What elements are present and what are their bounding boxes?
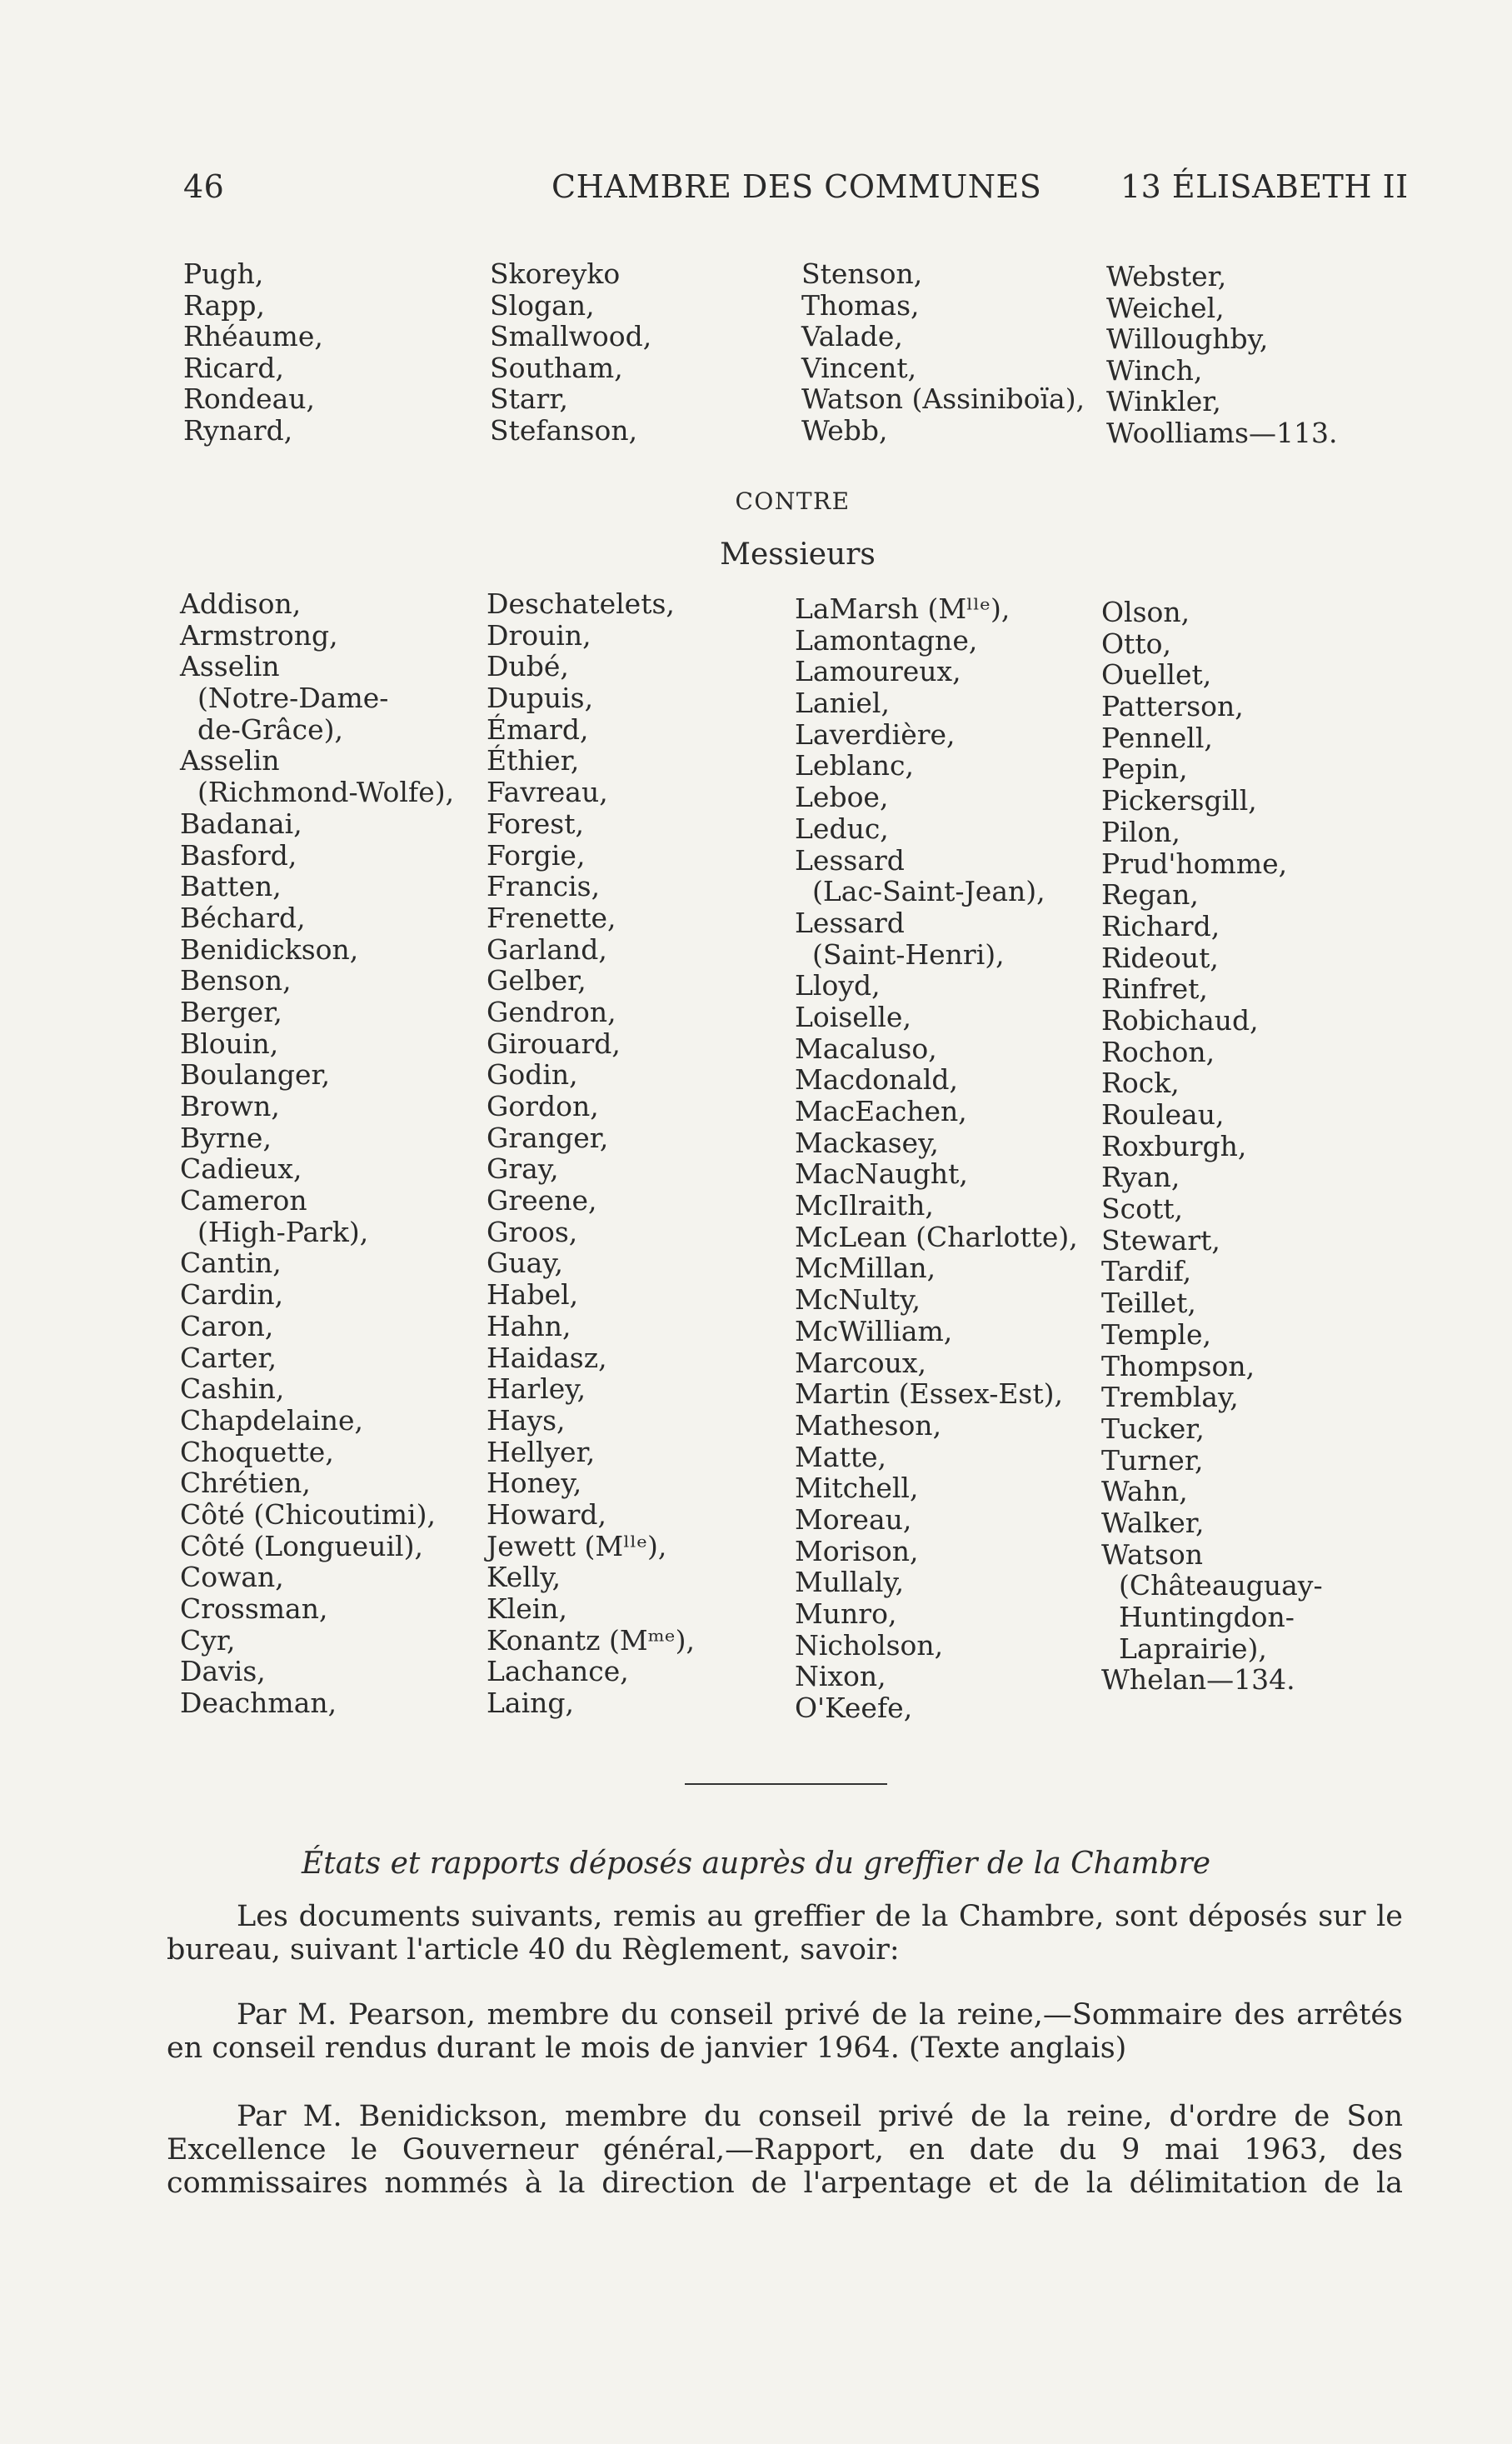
member-name: Deachman, [180, 1687, 337, 1720]
member-name: Vincent, [801, 351, 917, 384]
member-name: Temple, [1101, 1317, 1211, 1351]
member-name: Ouellet, [1101, 658, 1212, 692]
member-name: Davis, [180, 1655, 266, 1688]
section-title: États et rapports déposés auprès du greffier de la Chambre [301, 1847, 1211, 1881]
member-name: Thomas, [801, 288, 920, 322]
member-name: Marcoux, [795, 1346, 926, 1379]
member-name: (Châteauguay- [1101, 1569, 1323, 1602]
member-name: Moreau, [795, 1502, 912, 1536]
member-name: Émard, [487, 712, 589, 746]
member-name: Scott, [1101, 1192, 1183, 1226]
member-name: Mitchell, [795, 1472, 919, 1505]
member-name: Caron, [180, 1309, 274, 1342]
member-name: Mackasey, [795, 1126, 939, 1159]
member-name: Jewett (Mˡˡᵉ), [487, 1529, 667, 1562]
member-name: Lessard [795, 843, 905, 877]
member-name: Cardin, [180, 1278, 284, 1312]
member-name: Walker, [1101, 1506, 1205, 1539]
member-name: Rhéaume, [183, 320, 323, 352]
member-name: Pepin, [1101, 752, 1188, 786]
member-name: O'Keefe, [795, 1692, 913, 1725]
member-name: Cantin, [180, 1247, 282, 1280]
member-name: Wahn, [1101, 1475, 1188, 1508]
member-name: Brown, [180, 1090, 280, 1122]
member-name: (Lac-Saint-Jean), [795, 875, 1045, 908]
member-name: Favreau, [487, 776, 608, 809]
member-name: Lloyd, [795, 969, 881, 1002]
page-number: 46 [183, 168, 225, 205]
member-name: Hays, [487, 1403, 566, 1437]
member-name: Cashin, [180, 1372, 285, 1406]
member-name: Mullaly, [795, 1566, 905, 1599]
member-name: Olson, [1101, 596, 1190, 628]
member-name: Greene, [487, 1184, 597, 1217]
member-name: Carter, [180, 1341, 277, 1374]
member-name: Cadieux, [180, 1152, 302, 1186]
member-name: Howard, [487, 1497, 606, 1531]
member-name: Chrétien, [180, 1467, 311, 1500]
pour-column-2 [490, 258, 651, 446]
member-name: Cowan, [180, 1561, 284, 1594]
member-name: Cyr, [180, 1623, 236, 1657]
member-name: Lamontagne, [795, 623, 978, 657]
regnal-year: 13 ÉLISABETH II [1120, 168, 1409, 205]
member-name: Rouleau, [1101, 1098, 1225, 1131]
member-name: MacEachen, [795, 1095, 967, 1127]
member-name: Guay, [487, 1247, 564, 1280]
member-name: Webb, [801, 413, 888, 447]
pour-column-4 [1106, 261, 1337, 448]
member-name: Ricard, [183, 351, 284, 384]
member-name: Huntingdon- [1101, 1601, 1295, 1633]
member-name: Godin, [487, 1058, 578, 1092]
contre-heading: CONTRE [735, 487, 851, 515]
member-name: Deschatelets, [487, 587, 675, 620]
member-name: Pilon, [1101, 815, 1180, 848]
member-name: Southam, [490, 351, 623, 384]
member-name: Hellyer, [487, 1435, 596, 1468]
contre-column-1 [180, 588, 454, 1719]
member-name: (Saint-Henri), [795, 937, 1005, 971]
member-name: Gelber, [487, 964, 586, 997]
member-name: Basford, [180, 838, 297, 872]
member-name: McNulty, [795, 1283, 921, 1317]
member-name: Laverdière, [795, 717, 956, 751]
contre-column-4 [1101, 597, 1323, 1696]
member-name: Lessard [795, 906, 905, 939]
member-name: Kelly, [487, 1561, 561, 1594]
member-name: Gray, [487, 1152, 559, 1186]
member-name: Munro, [795, 1597, 897, 1630]
member-name: Rapp, [183, 288, 266, 322]
member-name: Rochon, [1101, 1035, 1215, 1068]
member-name: Granger, [487, 1121, 609, 1154]
member-name: Matheson, [795, 1408, 942, 1442]
member-name: McIlraith, [795, 1189, 934, 1222]
member-name: Boulanger, [180, 1058, 331, 1092]
member-name: Tardif, [1101, 1255, 1192, 1288]
member-name: Forgie, [487, 838, 586, 872]
member-name: Loiselle, [795, 1000, 911, 1033]
member-name: Teillet, [1101, 1287, 1196, 1320]
member-name: Whelan—134. [1101, 1663, 1295, 1697]
member-name: Turner, [1101, 1443, 1204, 1477]
member-name: Tucker, [1101, 1412, 1205, 1445]
member-name: Tremblay, [1101, 1381, 1239, 1414]
member-name: Rynard, [183, 413, 293, 447]
member-name: Robichaud, [1101, 1003, 1259, 1037]
member-name: McWilliam, [795, 1314, 953, 1347]
member-name: Laniel, [795, 687, 890, 720]
paragraph: Par M. Pearson, membre du conseil privé de la reine,—Sommaire des arrêtés en conseil rendus durant le mois de janvier 1964. (Texte anglais) [167, 1998, 1403, 2065]
member-name: Otto, [1101, 627, 1171, 660]
pour-column-3 [801, 258, 1085, 446]
member-name: Éthier, [487, 744, 580, 777]
member-name: Francis, [487, 870, 601, 903]
member-name: Thompson, [1101, 1349, 1255, 1382]
member-name: Harley, [487, 1372, 586, 1406]
member-name: Benson, [180, 964, 292, 997]
member-name: Pennell, [1101, 721, 1213, 754]
member-name: Addison, [180, 587, 302, 620]
member-name: Batten, [180, 870, 282, 903]
member-name: Girouard, [487, 1027, 621, 1060]
member-name: Pugh, [183, 257, 264, 290]
member-name: Habel, [487, 1278, 579, 1312]
member-name: Rinfret, [1101, 972, 1208, 1006]
member-name: Stenson, [801, 257, 923, 290]
member-name: Winkler, [1106, 385, 1221, 417]
member-name: Lamoureux, [795, 655, 961, 688]
member-name: Smallwood, [490, 320, 652, 352]
member-name: Hahn, [487, 1309, 571, 1342]
member-name: McMillan, [795, 1252, 936, 1285]
member-name: McLean (Charlotte), [795, 1220, 1078, 1253]
member-name: Berger, [180, 995, 282, 1028]
member-name: Winch, [1106, 353, 1203, 387]
member-name: Macaluso, [795, 1032, 937, 1065]
member-name: Woolliams—113. [1106, 416, 1338, 449]
member-name: Gordon, [487, 1090, 599, 1122]
member-name: Benidickson, [180, 932, 359, 966]
member-name: Macdonald, [795, 1063, 959, 1097]
member-name: Regan, [1101, 878, 1199, 912]
member-name: Cameron [180, 1184, 307, 1217]
member-name: Stewart, [1101, 1223, 1220, 1257]
member-name: Côté (Longueuil), [180, 1529, 423, 1562]
member-name: Rideout, [1101, 941, 1219, 974]
pour-column-1 [183, 258, 323, 446]
member-name: de-Grâce), [180, 712, 343, 746]
member-name: Drouin, [487, 618, 591, 652]
member-name: Leboe, [795, 781, 889, 814]
member-name: Nixon, [795, 1660, 886, 1693]
member-name: Gendron, [487, 995, 616, 1028]
member-name: Martin (Essex-Est), [795, 1377, 1063, 1411]
member-name: Matte, [795, 1440, 887, 1473]
running-title: CHAMBRE DES COMMUNES [551, 168, 1042, 205]
member-name: Slogan, [490, 288, 595, 322]
member-name: LaMarsh (Mˡˡᵉ), [795, 592, 1010, 625]
member-name: Honey, [487, 1467, 582, 1500]
member-name: Forest, [487, 807, 584, 840]
member-name: Laing, [487, 1687, 575, 1720]
member-name: Armstrong, [180, 618, 338, 652]
member-name: Haidasz, [487, 1341, 607, 1374]
member-name: Skoreyko [490, 257, 621, 290]
member-name: Weichel, [1106, 291, 1225, 324]
member-name: MacNaught, [795, 1157, 968, 1191]
member-name: Roxburgh, [1101, 1129, 1247, 1162]
member-name: Badanai, [180, 807, 302, 840]
member-name: Patterson, [1101, 690, 1244, 723]
member-name: Valade, [801, 320, 903, 352]
contre-column-2 [487, 588, 695, 1719]
paragraph: Par M. Benidickson, membre du conseil privé de la reine, d'ordre de Son Excellence le Gouverneur général,—Rapport, en date du 9 mai 1963, des commissaires nommés à la direction de l'arpentage et de la délimitation de la [167, 2100, 1403, 2200]
member-name: (High-Park), [180, 1215, 369, 1248]
member-name: Starr, [490, 382, 568, 415]
member-name: Garland, [487, 932, 607, 966]
member-name: (Richmond-Wolfe), [180, 776, 455, 809]
member-name: Leblanc, [795, 749, 915, 782]
member-name: Watson (Assiniboïa), [801, 382, 1085, 415]
member-name: Chapdelaine, [180, 1403, 364, 1437]
member-name: Stefanson, [490, 413, 638, 447]
member-name: Watson [1101, 1537, 1204, 1571]
section-divider [685, 1783, 887, 1785]
member-name: Rock, [1101, 1067, 1180, 1100]
member-name: Côté (Chicoutimi), [180, 1497, 436, 1531]
member-name: Leduc, [795, 812, 889, 845]
member-name: Blouin, [180, 1027, 279, 1060]
member-name: Asselin [180, 744, 280, 777]
member-name: Webster, [1106, 260, 1227, 292]
paragraph: Les documents suivants, remis au greffier de la Chambre, sont déposés sur le bureau, suivant l'article 40 du Règlement, savoir: [167, 1900, 1403, 1967]
member-name: Rondeau, [183, 382, 316, 415]
member-name: Asselin [180, 650, 280, 683]
member-name: Willoughby, [1106, 322, 1269, 355]
member-name: Klein, [487, 1592, 568, 1625]
member-name: Frenette, [487, 901, 616, 934]
member-name: Laprairie), [1101, 1632, 1267, 1665]
member-name: Konantz (Mᵐᵉ), [487, 1623, 695, 1657]
member-name: Prud'homme, [1101, 847, 1288, 880]
member-name: Béchard, [180, 901, 306, 934]
member-name: Dupuis, [487, 682, 594, 715]
member-name: Crossman, [180, 1592, 328, 1625]
member-name: Lachance, [487, 1655, 629, 1688]
contre-column-3 [795, 593, 1078, 1724]
member-name: Byrne, [180, 1121, 272, 1154]
member-name: Choquette, [180, 1435, 334, 1468]
member-name: (Notre-Dame- [180, 682, 389, 715]
member-name: Ryan, [1101, 1161, 1180, 1194]
member-name: Nicholson, [795, 1628, 944, 1662]
messieurs-subheading: Messieurs [720, 537, 876, 572]
member-name: Richard, [1101, 909, 1220, 942]
member-name: Morison, [795, 1534, 919, 1567]
member-name: Groos, [487, 1215, 578, 1248]
member-name: Pickersgill, [1101, 784, 1257, 817]
member-name: Dubé, [487, 650, 569, 683]
